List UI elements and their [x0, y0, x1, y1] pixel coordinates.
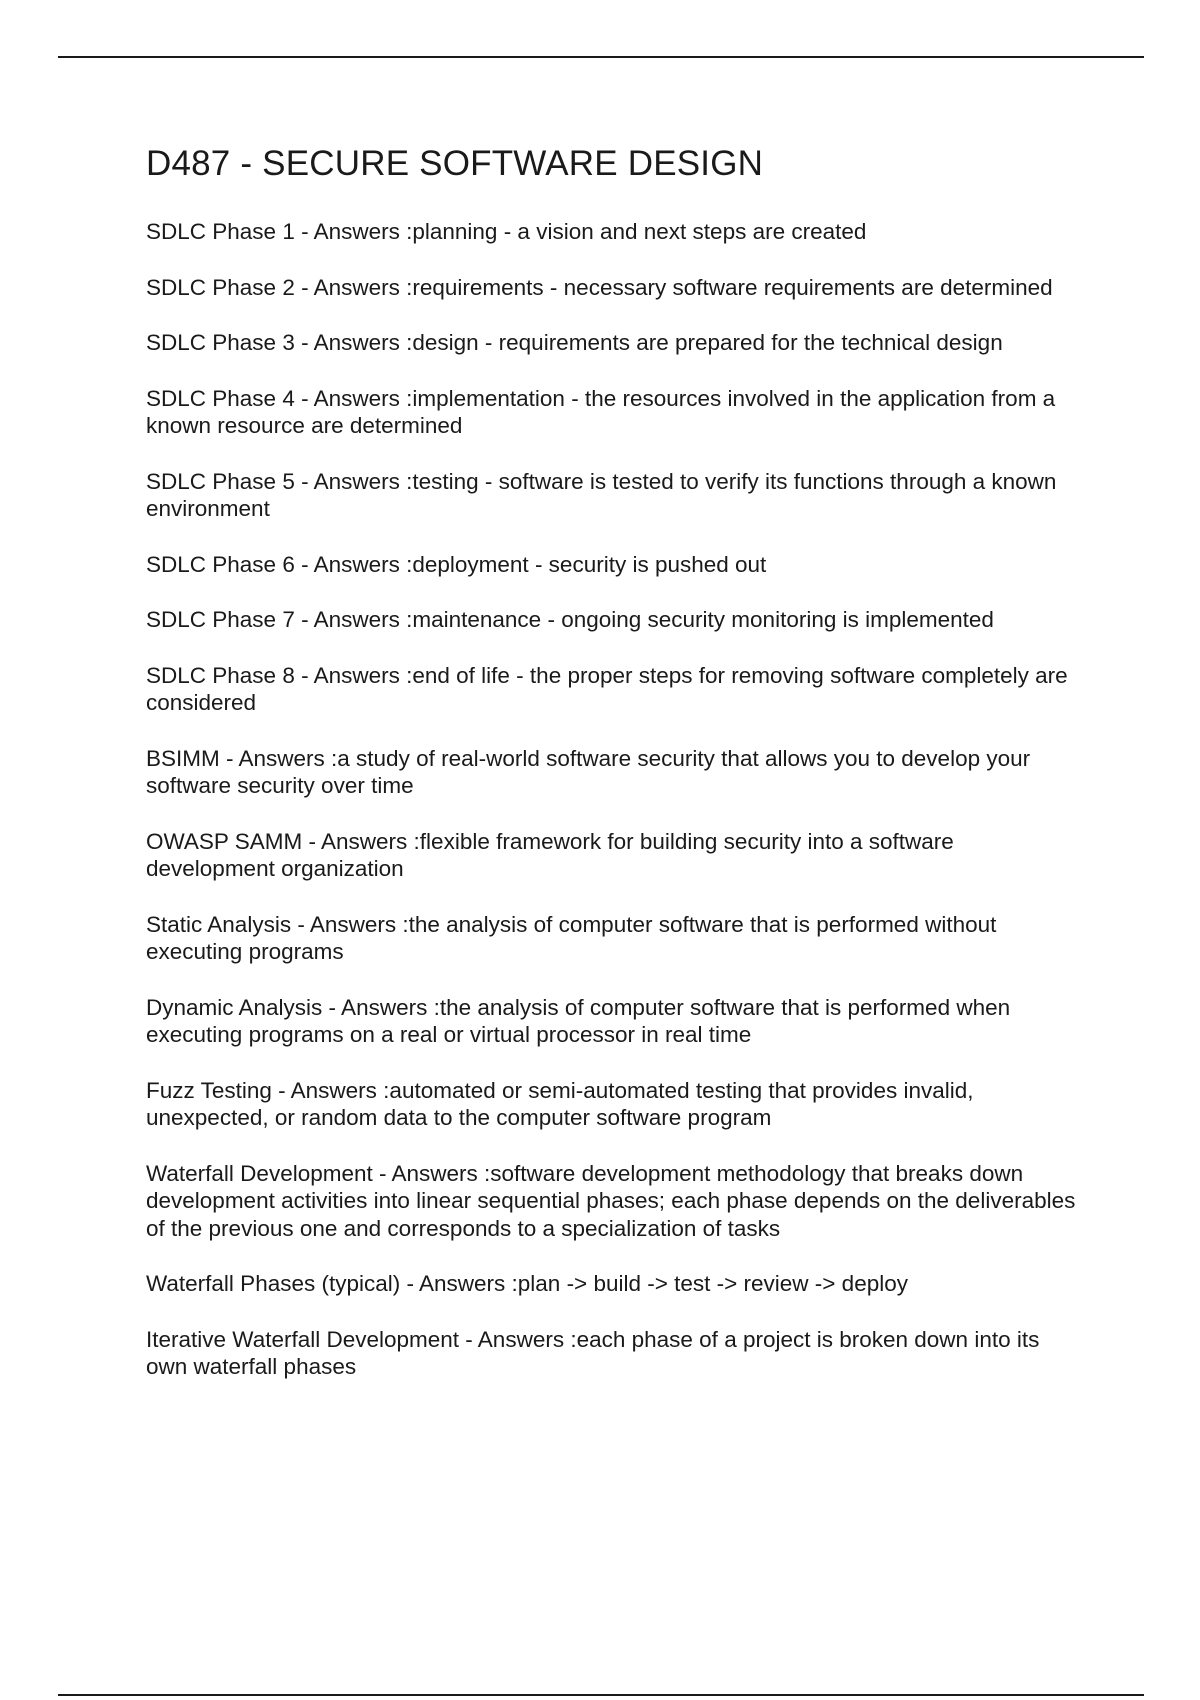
footer-rule — [58, 1694, 1144, 1696]
qa-entry-sdlc-phase-8: SDLC Phase 8 - Answers :end of life - the proper steps for removing software completely are considered — [146, 662, 1068, 715]
qa-entry-iterative-waterfall: Iterative Waterfall Development - Answers :each phase of a project is broken down into its own waterfall phases — [146, 1326, 1040, 1379]
qa-entry-dynamic-analysis: Dynamic Analysis - Answers :the analysis of computer software that is performed when executing programs on a real or virtual processor in real time — [146, 994, 1011, 1047]
qa-entry-waterfall-phases: Waterfall Phases (typical) - Answers :plan -> build -> test -> review -> deploy — [146, 1271, 908, 1296]
qa-entry-sdlc-phase-6: SDLC Phase 6 - Answers :deployment - security is pushed out — [146, 551, 767, 577]
qa-entry-sdlc-phase-5: SDLC Phase 5 - Answers :testing - software is tested to verify its functions through a known environment — [146, 468, 1057, 521]
qa-entry-owasp-samm: OWASP SAMM - Answers :flexible framework for building security into a software development organization — [146, 828, 954, 881]
qa-entry-waterfall-development: Waterfall Development - Answers :software development methodology that breaks down development activities into linear sequential phases; each phase depends on the deliverables of the previous one and corresponds to a specialization of tasks — [146, 1160, 1076, 1241]
qa-entry-static-analysis: Static Analysis - Answers :the analysis of computer software that is performed without executing programs — [146, 911, 997, 964]
qa-entry-bsimm: BSIMM - Answers :a study of real-world software security that allows you to develop your software security over time — [146, 745, 1031, 798]
qa-entry-sdlc-phase-2: SDLC Phase 2 - Answers :requirements - necessary software requirements are determined — [146, 274, 1053, 300]
document-title: D487 - SECURE SOFTWARE DESIGN — [146, 144, 764, 183]
qa-entry-sdlc-phase-4: SDLC Phase 4 - Answers :implementation - the resources involved in the application from a known resource are determined — [146, 385, 1056, 438]
qa-list — [146, 218, 1086, 1381]
qa-entry-sdlc-phase-7: SDLC Phase 7 - Answers :maintenance - ongoing security monitoring is implemented — [146, 607, 994, 632]
header-rule — [58, 56, 1144, 58]
qa-entry-sdlc-phase-1: SDLC Phase 1 - Answers :planning - a vision and next steps are created — [146, 219, 867, 244]
qa-entry-sdlc-phase-3: SDLC Phase 3 - Answers :design - requirements are prepared for the technical design — [146, 330, 1003, 355]
qa-entry-fuzz-testing: Fuzz Testing - Answers :automated or semi-automated testing that provides invalid, unexpected, or random data to the computer software program — [146, 1077, 974, 1130]
document-body — [146, 140, 1086, 1409]
